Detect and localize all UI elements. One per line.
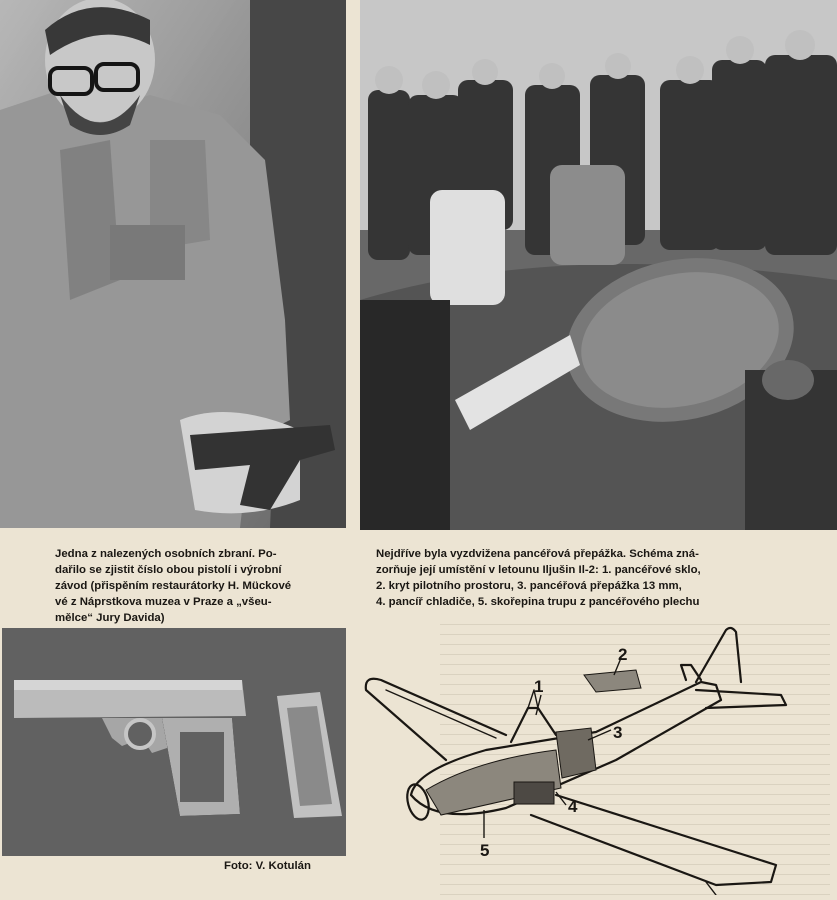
caption-left-line-3: závod (přispěním restaurátorky H. Mückové <box>55 580 292 592</box>
diagram-label-2: 2 <box>618 645 628 664</box>
diagram-tail-fin <box>696 628 741 682</box>
caption-left-line-5: mělce“ Jury Davida) <box>55 612 165 624</box>
caption-right-line-3: 2. kryt pilotního prostoru, 3. pancéřová přepážka 13 mm, <box>376 580 682 592</box>
diagram-radiator-armor <box>514 782 554 804</box>
caption-right-line-1: Nejdříve byla vyzdvižena pancéřová přepážka. Schéma zná- <box>376 548 699 560</box>
photo-credit: Foto: V. Kotulán <box>224 860 311 872</box>
il2-aircraft-diagram <box>356 620 796 895</box>
diagram-label-5: 5 <box>480 841 490 860</box>
diagram-canopy <box>511 708 556 742</box>
caption-armor-bulkhead <box>376 546 701 610</box>
photo-excavation-crowd-art <box>360 0 837 530</box>
diagram-armor-bulkhead <box>556 728 596 778</box>
caption-left-line-1: Jedna z nalezených osobních zbraní. Po- <box>55 548 277 560</box>
caption-right-line-4: 4. pancíř chladiče, 5. skořepina trupu z pancéřového plechu <box>376 596 700 608</box>
caption-left-line-2: dařilo se zjistit číslo obou pistolí i výrobní <box>55 564 282 576</box>
diagram-label-3: 3 <box>613 723 623 742</box>
diagram-label-1: 1 <box>534 677 544 696</box>
caption-pistol-found <box>55 546 291 626</box>
caption-left-line-4: vé z Náprstkova muzea v Praze a „všeu- <box>55 596 272 608</box>
photo-rusted-pistol-art <box>2 628 346 856</box>
photo-rusted-pistol <box>2 628 346 856</box>
caption-right-line-2: zorňuje její umístění v letounu Iljušin Il-2: 1. pancéřové sklo, <box>376 564 701 576</box>
diagram-cockpit-cover <box>584 670 641 692</box>
photo-excavation-crowd <box>360 0 837 530</box>
diagram-label-4: 4 <box>568 797 578 816</box>
photo-man-holding-pistol <box>0 0 346 528</box>
photo-man-holding-pistol-art <box>0 0 346 528</box>
